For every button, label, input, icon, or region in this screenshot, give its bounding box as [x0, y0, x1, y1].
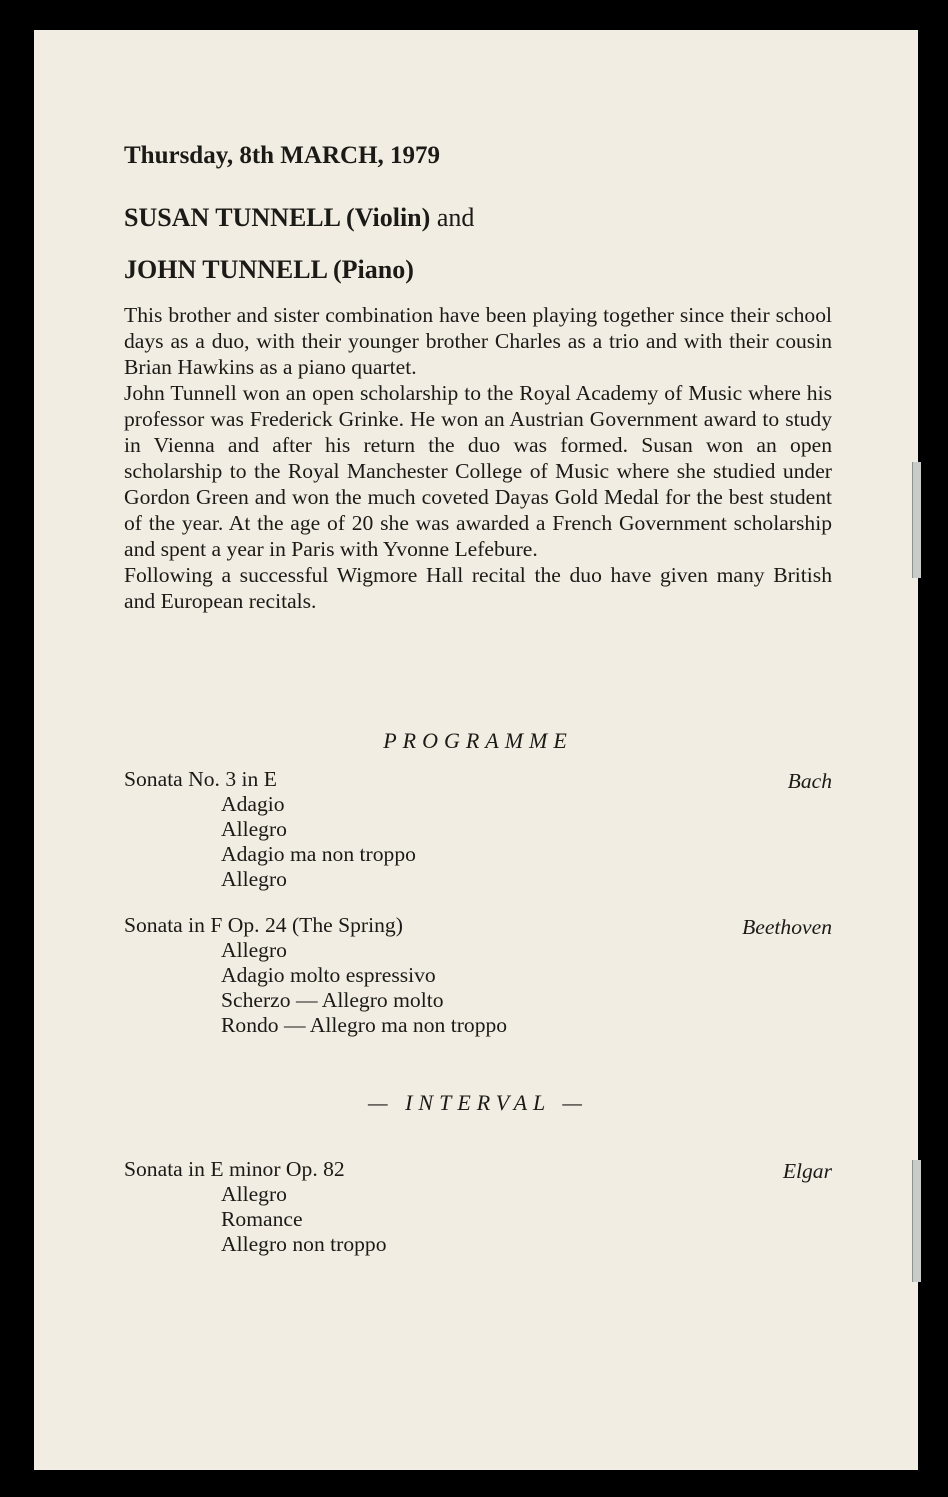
movement: Adagio [221, 792, 285, 816]
interval-label: — INTERVAL — [368, 1090, 588, 1115]
movement: Allegro [221, 867, 287, 891]
performer-joiner: and [430, 203, 475, 232]
programme-item [124, 913, 832, 1038]
page-tab-top [912, 462, 921, 578]
movement-list [124, 1182, 832, 1257]
performer-line-1 [124, 203, 474, 233]
piece-composer: Beethoven [742, 915, 832, 939]
programme-heading: PROGRAMME [383, 728, 573, 753]
piece-composer: Elgar [782, 1159, 832, 1183]
bio-paragraph: John Tunnell won an open scholarship to the Royal Academy of Music where his professor was Frederick Grinke. He won an Austrian Government award to study in Vienna and after his return the duo was formed. Susan won an open scholarship to the Royal Manchester College of Music where she studied under Gordon Green and won the much coveted Dayas Gold Medal for the best student of the year. At the age of 20 she was awarded a French Government scholarship and spent a year in Paris with Yvonne Lefebure. [124, 381, 832, 561]
movement: Allegro [221, 1182, 287, 1206]
movement-list [124, 792, 832, 892]
programme-item [124, 1157, 832, 1257]
movement: Adagio ma non troppo [221, 842, 416, 866]
bio-paragraph: Following a successful Wigmore Hall recital the duo have given many British and European recitals. [124, 563, 832, 613]
bio-paragraph: This brother and sister combination have been playing together since their school days as a duo, with their younger brother Charles as a trio and with their cousin Brian Hawkins as a piano quartet. [124, 303, 832, 379]
performer-1-name: SUSAN TUNNELL (Violin) [124, 203, 431, 232]
concert-date: Thursday, 8th MARCH, 1979 [124, 142, 441, 169]
programme-item [124, 767, 832, 892]
page-tab-bottom [912, 1160, 921, 1282]
piece-title: Sonata in F Op. 24 (The Spring) [124, 913, 403, 937]
movement: Allegro non troppo [221, 1232, 387, 1256]
movement: Allegro [221, 938, 287, 962]
movement: Romance [221, 1207, 303, 1231]
piece-title: Sonata No. 3 in E [124, 767, 277, 791]
movement: Scherzo — Allegro molto [221, 988, 444, 1012]
movement: Rondo — Allegro ma non troppo [221, 1013, 508, 1037]
movement-list [124, 938, 832, 1038]
performer-2-name: JOHN TUNNELL (Piano) [124, 255, 414, 284]
biography [124, 302, 832, 614]
piece-title: Sonata in E minor Op. 82 [124, 1157, 345, 1181]
piece-composer: Bach [787, 769, 832, 793]
performer-line-2 [124, 255, 414, 285]
movement: Adagio molto espressivo [221, 963, 436, 987]
movement: Allegro [221, 817, 287, 841]
